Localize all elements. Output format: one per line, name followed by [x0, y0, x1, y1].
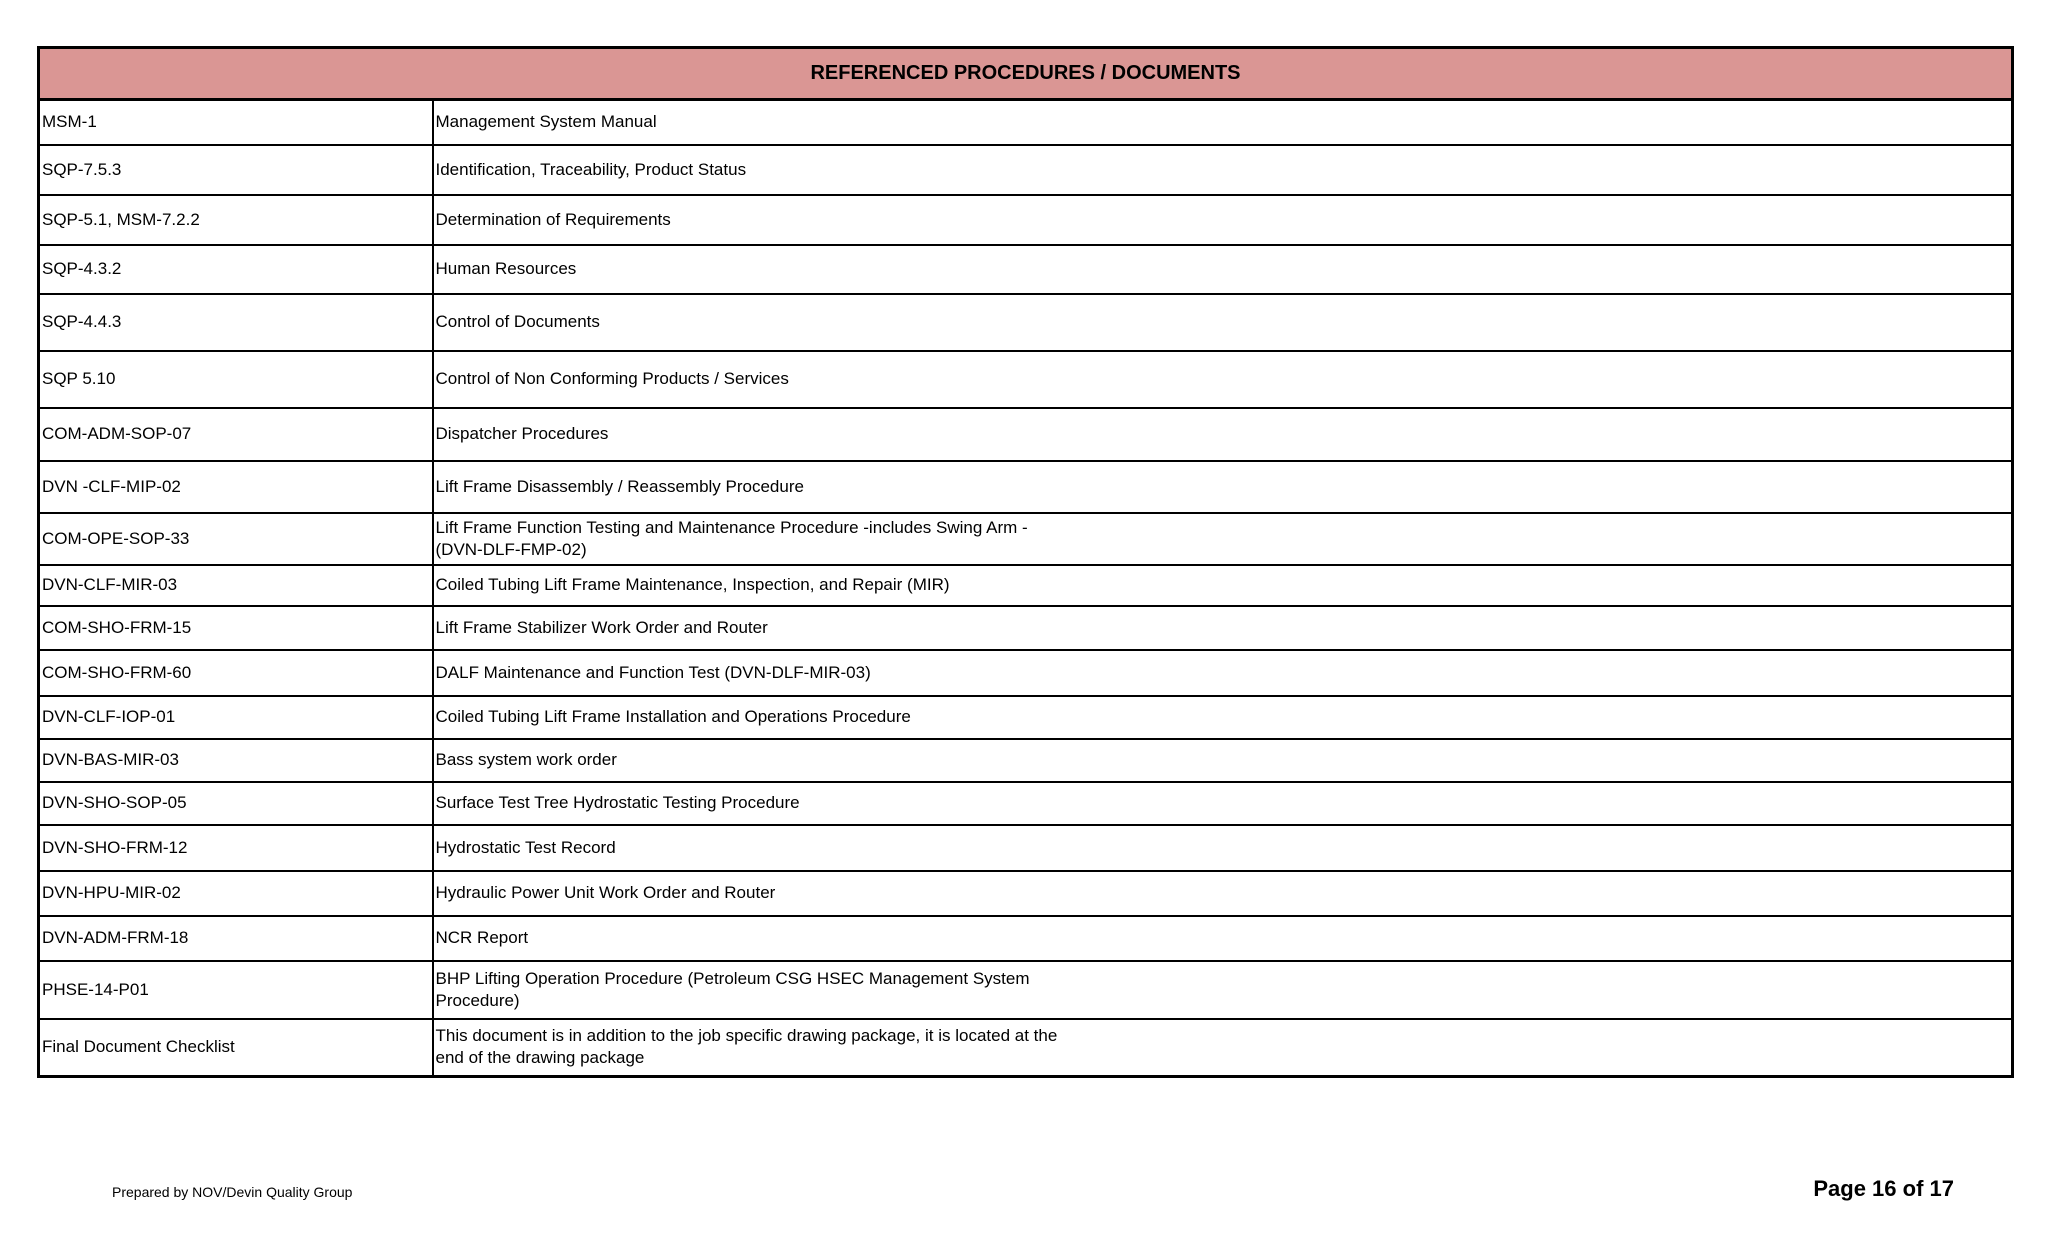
document-description — [433, 351, 2013, 408]
document-code: SQP-5.1, MSM-7.2.2 — [39, 195, 433, 245]
table-row — [39, 782, 2013, 825]
document-code: DVN-SHO-FRM-12 — [39, 825, 433, 871]
document-code: COM-SHO-FRM-15 — [39, 606, 433, 650]
prepared-by-note: Prepared by NOV/Devin Quality Group — [112, 1184, 353, 1200]
document-description-text: Lift Frame Stabilizer Work Order and Router — [435, 617, 768, 637]
table-row — [39, 461, 2013, 513]
table-row — [39, 961, 2013, 1019]
document-code: SQP 5.10 — [39, 351, 433, 408]
document-description-text: DALF Maintenance and Function Test (DVN-DLF-MIR-03) — [435, 662, 871, 682]
document-code: SQP-4.3.2 — [39, 245, 433, 294]
table-row — [39, 195, 2013, 245]
document-description — [433, 696, 2013, 739]
table-title: REFERENCED PROCEDURES / DOCUMENTS — [39, 48, 2013, 100]
document-description-text: Control of Non Conforming Products / Services — [435, 369, 789, 388]
document-code: SQP-4.4.3 — [39, 294, 433, 351]
document-description — [433, 606, 2013, 650]
document-description — [433, 145, 2013, 195]
table-row — [39, 606, 2013, 650]
document-description-text: BHP Lifting Operation Procedure (Petroleum CSG HSEC Management System Procedure) — [435, 968, 1030, 1010]
document-code: MSM-1 — [39, 100, 433, 145]
document-code: DVN-HPU-MIR-02 — [39, 871, 433, 916]
document-code: SQP-7.5.3 — [39, 145, 433, 195]
document-code: DVN-BAS-MIR-03 — [39, 739, 433, 782]
table-row — [39, 739, 2013, 782]
document-description — [433, 461, 2013, 513]
document-description-text: NCR Report — [435, 928, 529, 947]
document-description — [433, 408, 2013, 461]
document-code: DVN-ADM-FRM-18 — [39, 916, 433, 961]
document-description — [433, 100, 2013, 145]
table-row — [39, 650, 2013, 696]
table-header-row — [39, 48, 2013, 100]
document-code: DVN-CLF-IOP-01 — [39, 696, 433, 739]
document-code: COM-OPE-SOP-33 — [39, 513, 433, 565]
document-code: PHSE-14-P01 — [39, 961, 433, 1019]
document-description-text: This document is in addition to the job specific drawing package, it is located at the end of the drawing package — [435, 1026, 1058, 1068]
page-number: Page 16 of 17 — [1813, 1176, 1954, 1201]
document-description-text: Human Resources — [435, 259, 577, 278]
document-description — [433, 916, 2013, 961]
document-description — [433, 650, 2013, 696]
document-description — [433, 195, 2013, 245]
document-code: DVN-CLF-MIR-03 — [39, 565, 433, 606]
document-description — [433, 294, 2013, 351]
table-row — [39, 100, 2013, 145]
document-code: COM-SHO-FRM-60 — [39, 650, 433, 696]
document-description — [433, 245, 2013, 294]
document-description-text: Management System Manual — [435, 112, 657, 132]
table-row — [39, 294, 2013, 351]
table-row — [39, 696, 2013, 739]
table-row — [39, 408, 2013, 461]
document-description-text: Identification, Traceability, Product Status — [435, 159, 747, 179]
document-code: Final Document Checklist — [39, 1019, 433, 1077]
document-description — [433, 825, 2013, 871]
document-description — [433, 782, 2013, 825]
table-row — [39, 513, 2013, 565]
referenced-documents-table — [37, 46, 2014, 1078]
document-description-text: Hydrostatic Test Record — [435, 837, 616, 857]
document-description-text: Hydraulic Power Unit Work Order and Router — [435, 883, 776, 902]
document-description-text: Dispatcher Procedures — [435, 424, 609, 443]
document-description — [433, 1019, 2013, 1077]
document-description-text: Lift Frame Function Testing and Maintenance Procedure -includes Swing Arm - (DVN-DLF-FMP-02) — [435, 517, 1028, 559]
table-row — [39, 916, 2013, 961]
document-description-text: Determination of Requirements — [435, 209, 671, 229]
table-row — [39, 871, 2013, 916]
document-description-text: Surface Test Tree Hydrostatic Testing Procedure — [435, 793, 800, 812]
document-code: DVN -CLF-MIP-02 — [39, 461, 433, 513]
document-description — [433, 513, 2013, 565]
table-row — [39, 145, 2013, 195]
document-description — [433, 961, 2013, 1019]
table-row — [39, 245, 2013, 294]
document-description — [433, 565, 2013, 606]
document-code: DVN-SHO-SOP-05 — [39, 782, 433, 825]
document-description-text: Bass system work order — [435, 750, 617, 769]
document-description — [433, 739, 2013, 782]
table-row — [39, 351, 2013, 408]
document-code: COM-ADM-SOP-07 — [39, 408, 433, 461]
document-description-text: Coiled Tubing Lift Frame Maintenance, Inspection, and Repair (MIR) — [435, 575, 950, 594]
table-row — [39, 825, 2013, 871]
table-row — [39, 1019, 2013, 1077]
document-description — [433, 871, 2013, 916]
document-description-text: Coiled Tubing Lift Frame Installation and Operations Procedure — [435, 707, 911, 726]
table-row — [39, 565, 2013, 606]
document-description-text: Control of Documents — [435, 312, 600, 331]
document-description-text: Lift Frame Disassembly / Reassembly Procedure — [435, 476, 804, 496]
